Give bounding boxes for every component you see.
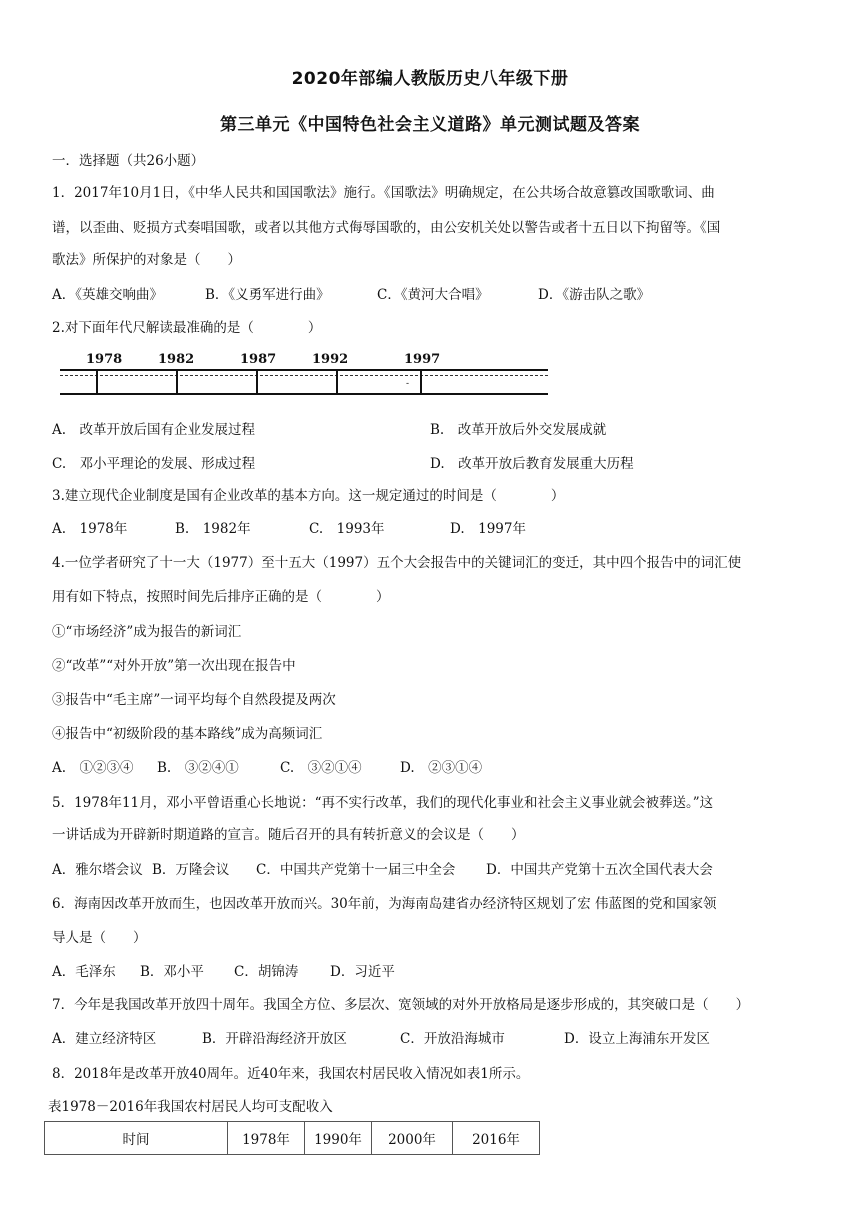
question-7-stem: 7．今年是我国改革开放四十周年。我国全方位、多层次、宽领域的对外开放格局是逐步形成的，其突破口是（ ） — [52, 997, 750, 1013]
question-1-line-3: 歌法》所保护的对象是（ ） — [52, 252, 241, 268]
table-header-row — [45, 1122, 540, 1155]
timeline-dashed-line — [60, 375, 548, 377]
table-header-cell: 1978年 — [228, 1122, 305, 1155]
question-1-option-d: D．《游击队之歌》 — [538, 287, 651, 303]
question-4-option-a: A. ①②③④ — [52, 760, 134, 776]
question-3-stem: 3.建立现代企业制度是国有企业改革的基本方向。这一规定通过的时间是（ ） — [52, 488, 565, 504]
table-caption: 表1978－2016年我国农村居民人均可支配收入 — [48, 1099, 333, 1115]
timeline-bottom-border — [60, 393, 548, 395]
question-6-option-c: C．胡锦涛 — [234, 964, 299, 980]
timeline-year: 1978 — [86, 352, 123, 367]
question-7-option-d: D．设立上海浦东开发区 — [564, 1031, 710, 1047]
timeline-year: 1997 — [404, 352, 441, 367]
timeline-top-border — [60, 369, 548, 371]
timeline-mark: - — [406, 379, 410, 389]
question-4-statement-4: ④报告中“初级阶段的基本路线”成为高频词汇 — [52, 726, 323, 742]
document-title: 2020年部编人教版历史八年级下册 — [291, 69, 569, 89]
question-7-option-c: C．开放沿海城市 — [400, 1031, 505, 1047]
timeline-tick — [336, 369, 338, 395]
question-7-option-b: B．开辟沿海经济开放区 — [202, 1031, 347, 1047]
income-table — [44, 1121, 540, 1155]
question-2-option-c: C. 邓小平理论的发展、形成过程 — [52, 456, 256, 472]
table-header-cell: 时间 — [45, 1122, 228, 1155]
question-2-option-a: A. 改革开放后国有企业发展过程 — [52, 422, 256, 438]
table-header-cell: 2016年 — [453, 1122, 540, 1155]
question-6-option-d: D．习近平 — [330, 964, 395, 980]
question-3-option-c: C. 1993年 — [309, 521, 385, 537]
table-header-cell: 1990年 — [305, 1122, 372, 1155]
question-6-line-2: 导人是（ ） — [52, 930, 147, 946]
timeline-year: 1987 — [240, 352, 277, 367]
timeline-tick — [420, 369, 422, 395]
question-1-option-a: A．《英雄交响曲》 — [52, 287, 163, 303]
question-4-statement-2: ②“改革”“对外开放”第一次出现在报告中 — [52, 658, 296, 674]
question-6-option-a: A．毛泽东 — [52, 964, 116, 980]
timeline-ruler — [60, 352, 552, 400]
question-5-line-1: 5．1978年11月，邓小平曾语重心长地说：“再不实行改革，我们的现代化事业和社会主义事业就会被葬送。”这 — [52, 795, 714, 811]
question-4-statement-3: ③报告中“毛主席”一词平均每个自然段提及两次 — [52, 692, 336, 708]
document-subtitle: 第三单元《中国特色社会主义道路》单元测试题及答案 — [220, 115, 640, 135]
question-4-line-1: 4.一位学者研究了十一大（1977）至十五大（1997）五个大会报告中的关键词汇的变迁，其中四个报告中的词汇使 — [52, 555, 742, 571]
timeline-tick — [96, 369, 98, 395]
question-3-option-b: B. 1982年 — [175, 521, 251, 537]
question-4-option-c: C. ③②①④ — [280, 760, 362, 776]
question-1-line-2: 谱，以歪曲、贬损方式奏唱国歌，或者以其他方式侮辱国歌的，由公安机关处以警告或者十五日以下拘留等。《国 — [52, 220, 721, 236]
question-5-option-c: C．中国共产党第十一届三中全会 — [256, 862, 456, 878]
question-5-line-2: 一讲话成为开辟新时期道路的宣言。随后召开的具有转折意义的会议是（ ） — [52, 827, 525, 843]
section-heading: 一．选择题（共26小题） — [52, 153, 205, 169]
question-6-option-b: B．邓小平 — [140, 964, 204, 980]
question-5-option-a: A．雅尔塔会议 — [52, 862, 143, 878]
question-4-statement-1: ①“市场经济”成为报告的新词汇 — [52, 624, 242, 640]
question-1-option-b: B．《义勇军进行曲》 — [205, 287, 330, 303]
question-4-option-d: D. ②③①④ — [400, 760, 483, 776]
question-1-option-c: C．《黄河大合唱》 — [377, 287, 489, 303]
question-1-line-1: 1．2017年10月1日，《中华人民共和国国歌法》施行。《国歌法》明确规定，在公共场合故意篡改国歌歌词、曲 — [52, 185, 715, 201]
question-4-option-b: B. ③②④① — [157, 760, 239, 776]
question-2-stem: 2.对下面年代尺解读最准确的是（ ） — [52, 320, 322, 336]
timeline-tick — [256, 369, 258, 395]
question-2-option-d: D. 改革开放后教育发展重大历程 — [430, 456, 634, 472]
question-8-stem: 8．2018年是改革开放40周年。近40年来，我国农村居民收入情况如表1所示。 — [52, 1066, 530, 1082]
question-7-option-a: A．建立经济特区 — [52, 1031, 157, 1047]
question-5-option-b: B．万隆会议 — [152, 862, 230, 878]
timeline-tick — [176, 369, 178, 395]
timeline-year: 1992 — [312, 352, 349, 367]
question-5-option-d: D．中国共产党第十五次全国代表大会 — [486, 862, 713, 878]
question-3-option-a: A. 1978年 — [52, 521, 128, 537]
table-header-cell: 2000年 — [372, 1122, 453, 1155]
question-6-line-1: 6．海南因改革开放而生，也因改革开放而兴。30年前，为海南岛建省办经济特区规划了宏 伟蓝图的党和国家领 — [52, 896, 717, 912]
question-2-option-b: B. 改革开放后外交发展成就 — [430, 422, 607, 438]
question-4-line-2: 用有如下特点，按照时间先后排序正确的是（ ） — [52, 589, 390, 605]
question-3-option-d: D. 1997年 — [450, 521, 526, 537]
timeline-year: 1982 — [158, 352, 195, 367]
